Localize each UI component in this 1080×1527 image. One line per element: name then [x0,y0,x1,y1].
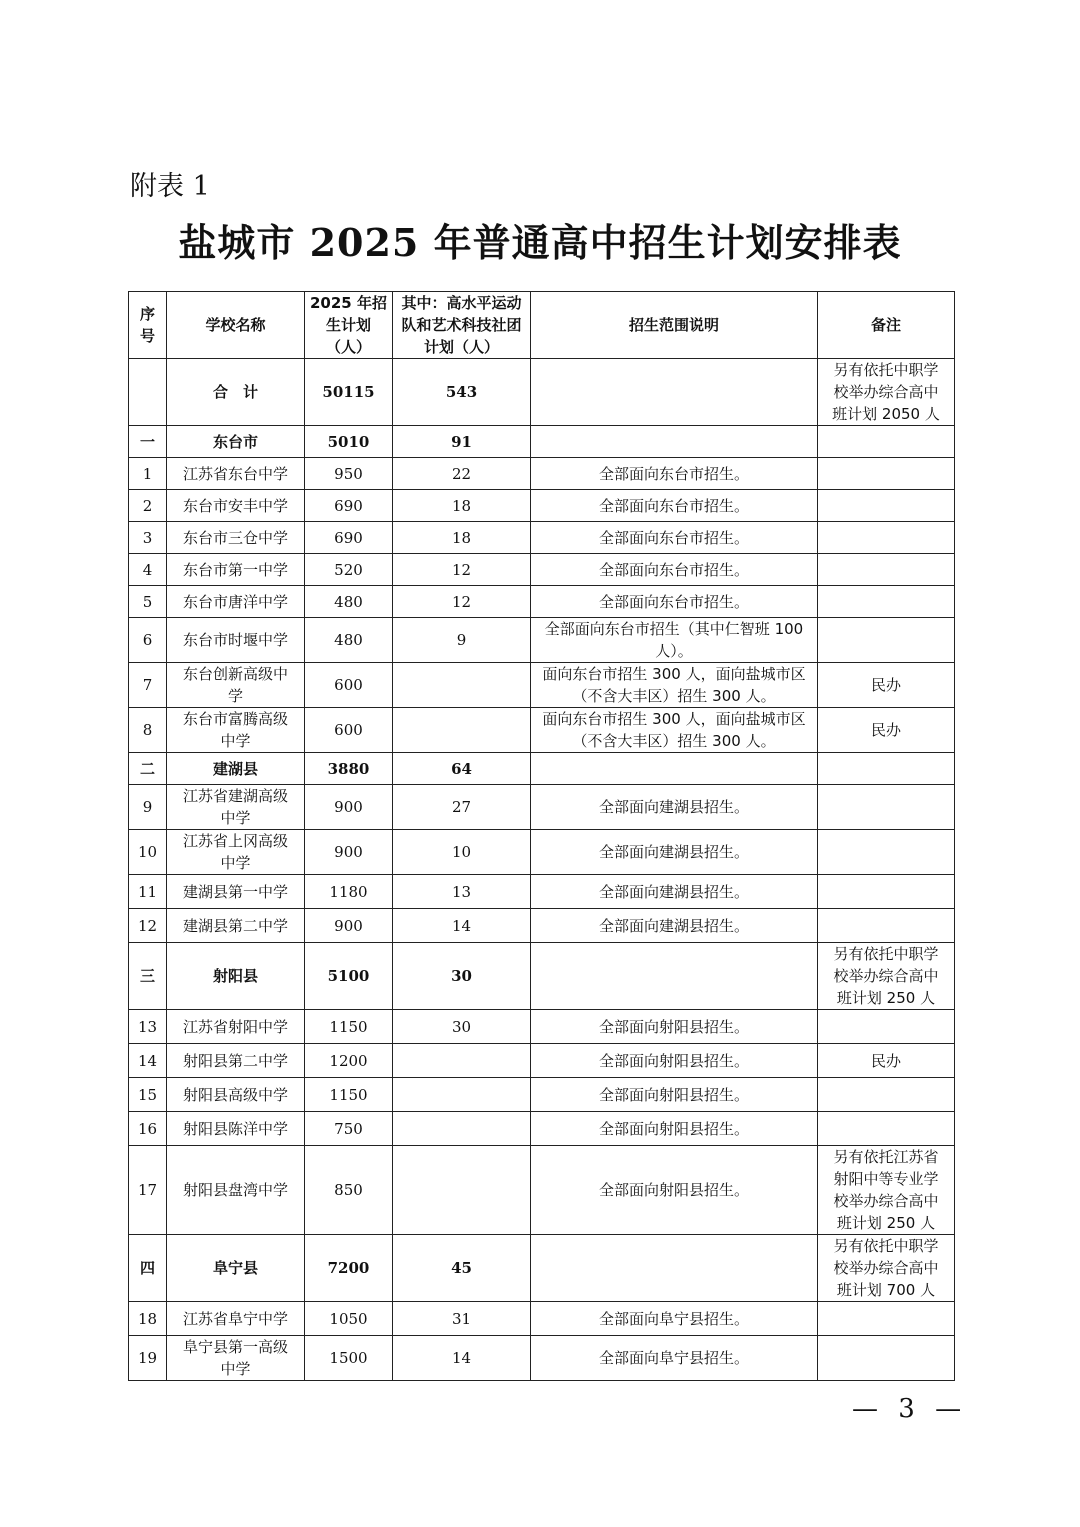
remark [818,1336,955,1381]
header-special-plan: 其中：高水平运动队和艺术科技社团计划（人） [393,292,531,359]
plan-count: 900 [305,830,393,875]
row-number: 11 [129,875,167,909]
enrollment-scope: 全部面向射阳县招生。 [531,1078,818,1112]
enrollment-scope: 全部面向东台市招生。 [531,458,818,490]
row-number: 15 [129,1078,167,1112]
school-name: 建湖县第二中学 [167,909,305,943]
table-row [129,663,955,708]
enrollment-scope: 面向东台市招生 300 人，面向盐城市区（不含大丰区）招生 300 人。 [531,663,818,708]
plan-count: 480 [305,618,393,663]
row-number: 2 [129,490,167,522]
special-plan-count: 18 [393,490,531,522]
remark: 另有依托中职学校举办综合高中班计划 2050 人 [818,359,955,426]
remark: 民办 [818,1044,955,1078]
enrollment-scope [531,426,818,458]
plan-count: 480 [305,586,393,618]
enrollment-scope [531,1235,818,1302]
row-number: 一 [129,426,167,458]
special-plan-count [393,663,531,708]
school-name: 东台市 [167,426,305,458]
special-plan-count: 14 [393,1336,531,1381]
remark [818,1302,955,1336]
school-name: 东台市安丰中学 [167,490,305,522]
enrollment-scope: 全部面向射阳县招生。 [531,1044,818,1078]
special-plan-count: 91 [393,426,531,458]
enrollment-plan-table [128,291,955,1381]
school-name: 建湖县第一中学 [167,875,305,909]
row-number: 7 [129,663,167,708]
remark: 民办 [818,708,955,753]
row-number: 18 [129,1302,167,1336]
enrollment-scope: 全部面向射阳县招生。 [531,1146,818,1235]
plan-count: 7200 [305,1235,393,1302]
table-row [129,708,955,753]
special-plan-count: 13 [393,875,531,909]
enrollment-scope: 全部面向东台市招生。 [531,586,818,618]
special-plan-count [393,1044,531,1078]
plan-count: 690 [305,522,393,554]
school-name: 东台市唐洋中学 [167,586,305,618]
table-row [129,830,955,875]
attachment-label: 附表 1 [130,171,210,202]
school-name: 东台市第一中学 [167,554,305,586]
plan-count: 950 [305,458,393,490]
enrollment-scope: 全部面向东台市招生。 [531,522,818,554]
plan-count: 1150 [305,1010,393,1044]
special-plan-count: 22 [393,458,531,490]
special-plan-count [393,1146,531,1235]
header-scope: 招生范围说明 [531,292,818,359]
table-row [129,1146,955,1235]
enrollment-scope: 全部面向建湖县招生。 [531,909,818,943]
special-plan-count: 45 [393,1235,531,1302]
remark [818,586,955,618]
plan-count: 690 [305,490,393,522]
special-plan-count: 543 [393,359,531,426]
plan-count: 5010 [305,426,393,458]
enrollment-scope [531,943,818,1010]
remark [818,1078,955,1112]
remark: 民办 [818,663,955,708]
school-name: 东台创新高级中学 [167,663,305,708]
plan-count: 900 [305,785,393,830]
enrollment-scope [531,753,818,785]
region-row [129,1235,955,1302]
enrollment-scope [531,359,818,426]
remark [818,909,955,943]
enrollment-scope: 全部面向东台市招生。 [531,554,818,586]
school-name: 江苏省射阳中学 [167,1010,305,1044]
school-name: 阜宁县 [167,1235,305,1302]
row-number: 四 [129,1235,167,1302]
plan-count: 1150 [305,1078,393,1112]
header-school-name: 学校名称 [167,292,305,359]
school-name: 射阳县盘湾中学 [167,1146,305,1235]
remark [818,522,955,554]
school-name: 东台市富腾高级中学 [167,708,305,753]
row-number: 12 [129,909,167,943]
school-name: 射阳县 [167,943,305,1010]
table-row [129,1078,955,1112]
plan-count: 750 [305,1112,393,1146]
plan-count: 900 [305,909,393,943]
row-number: 17 [129,1146,167,1235]
school-name: 东台市三仓中学 [167,522,305,554]
plan-count: 1180 [305,875,393,909]
plan-count: 520 [305,554,393,586]
region-row [129,753,955,785]
special-plan-count: 14 [393,909,531,943]
row-number [129,359,167,426]
remark: 另有依托中职学校举办综合高中班计划 700 人 [818,1235,955,1302]
special-plan-count [393,708,531,753]
row-number: 14 [129,1044,167,1078]
special-plan-count: 64 [393,753,531,785]
plan-count: 50115 [305,359,393,426]
header-note: 备注 [818,292,955,359]
row-number: 13 [129,1010,167,1044]
table-row [129,1302,955,1336]
plan-count: 1500 [305,1336,393,1381]
remark [818,1112,955,1146]
table-row [129,1044,955,1078]
remark: 另有依托中职学校举办综合高中班计划 250 人 [818,943,955,1010]
row-number: 16 [129,1112,167,1146]
plan-count: 600 [305,663,393,708]
region-row [129,943,955,1010]
table-row [129,1336,955,1381]
remark [818,426,955,458]
special-plan-count: 31 [393,1302,531,1336]
table-header-row [129,292,955,359]
special-plan-count [393,1078,531,1112]
table-row [129,1112,955,1146]
school-name: 建湖县 [167,753,305,785]
row-number: 1 [129,458,167,490]
school-name: 江苏省建湖高级中学 [167,785,305,830]
special-plan-count: 10 [393,830,531,875]
enrollment-scope: 全部面向建湖县招生。 [531,830,818,875]
remark [818,753,955,785]
school-name: 东台市时堰中学 [167,618,305,663]
table-row [129,586,955,618]
school-name: 射阳县高级中学 [167,1078,305,1112]
remark: 另有依托江苏省射阳中等专业学校举办综合高中班计划 250 人 [818,1146,955,1235]
special-plan-count: 12 [393,586,531,618]
school-name: 射阳县第二中学 [167,1044,305,1078]
table-row [129,490,955,522]
remark [818,830,955,875]
plan-count: 850 [305,1146,393,1235]
enrollment-scope: 全部面向建湖县招生。 [531,785,818,830]
table-row [129,458,955,490]
remark [818,1010,955,1044]
table-row [129,618,955,663]
header-no: 序号 [129,292,167,359]
enrollment-scope: 全部面向射阳县招生。 [531,1112,818,1146]
enrollment-scope: 全部面向东台市招生。 [531,490,818,522]
row-number: 二 [129,753,167,785]
row-number: 9 [129,785,167,830]
remark [818,490,955,522]
row-number: 三 [129,943,167,1010]
special-plan-count: 9 [393,618,531,663]
table-row [129,909,955,943]
enrollment-scope: 全部面向建湖县招生。 [531,875,818,909]
school-name: 江苏省上冈高级中学 [167,830,305,875]
school-name: 江苏省阜宁中学 [167,1302,305,1336]
school-name: 合 计 [167,359,305,426]
school-name: 阜宁县第一高级中学 [167,1336,305,1381]
row-number: 4 [129,554,167,586]
enrollment-scope: 全部面向阜宁县招生。 [531,1302,818,1336]
row-number: 8 [129,708,167,753]
special-plan-count [393,1112,531,1146]
special-plan-count: 18 [393,522,531,554]
page-number: — 3 — [852,1394,968,1424]
remark [818,458,955,490]
row-number: 19 [129,1336,167,1381]
plan-count: 600 [305,708,393,753]
special-plan-count: 30 [393,1010,531,1044]
special-plan-count: 12 [393,554,531,586]
table-row [129,1010,955,1044]
remark [818,875,955,909]
row-number: 3 [129,522,167,554]
remark [818,785,955,830]
table-row [129,875,955,909]
header-plan: 2025 年招生计划（人） [305,292,393,359]
enrollment-scope: 全部面向射阳县招生。 [531,1010,818,1044]
enrollment-scope: 全部面向东台市招生（其中仁智班 100 人）。 [531,618,818,663]
plan-count: 1200 [305,1044,393,1078]
plan-count: 1050 [305,1302,393,1336]
plan-count: 3880 [305,753,393,785]
region-row [129,426,955,458]
special-plan-count: 30 [393,943,531,1010]
table-row [129,785,955,830]
enrollment-scope: 面向东台市招生 300 人，面向盐城市区（不含大丰区）招生 300 人。 [531,708,818,753]
row-number: 10 [129,830,167,875]
row-number: 6 [129,618,167,663]
total-row [129,359,955,426]
table-row [129,554,955,586]
enrollment-scope: 全部面向阜宁县招生。 [531,1336,818,1381]
plan-count: 5100 [305,943,393,1010]
special-plan-count: 27 [393,785,531,830]
table-row [129,522,955,554]
row-number: 5 [129,586,167,618]
remark [818,554,955,586]
school-name: 射阳县陈洋中学 [167,1112,305,1146]
page-title: 盐城市 2025 年普通高中招生计划安排表 [178,220,902,265]
school-name: 江苏省东台中学 [167,458,305,490]
remark [818,618,955,663]
